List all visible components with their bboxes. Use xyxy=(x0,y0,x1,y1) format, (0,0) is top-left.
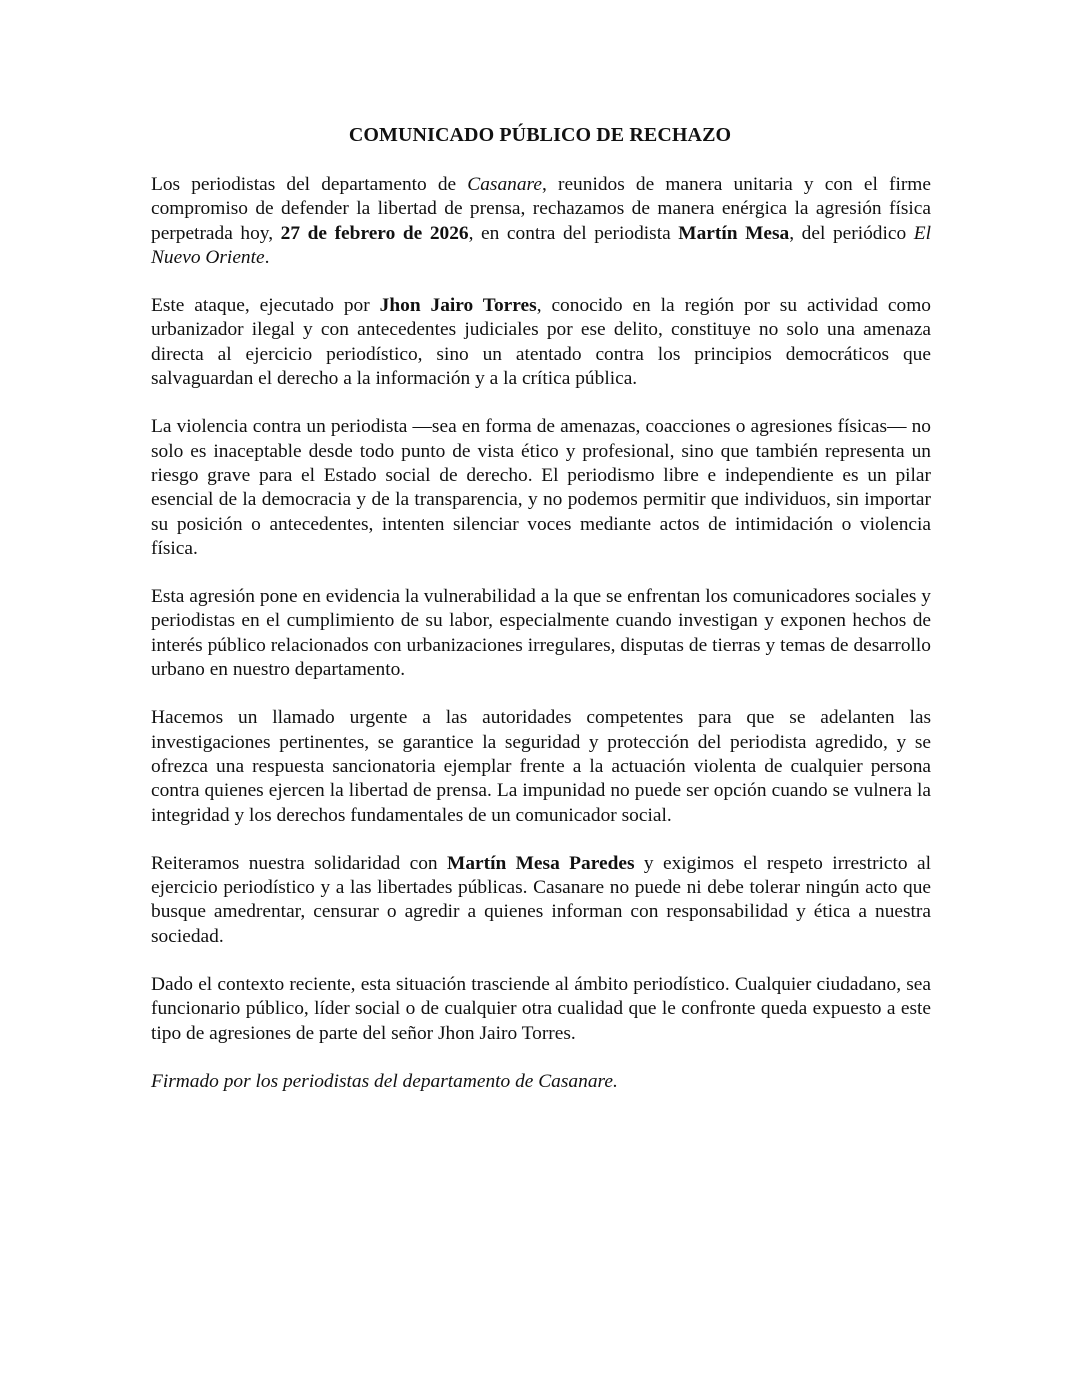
paragraph-2 xyxy=(151,294,931,391)
attack-date: 27 de febrero de 2026 xyxy=(280,222,469,244)
paragraph-1-text-a: Los periodistas del departamento de xyxy=(151,174,468,195)
place-casanare: Casanare xyxy=(467,174,542,195)
paragraph-6-text-a: Reiteramos nuestra solidaridad con xyxy=(151,852,448,874)
journalist-name: Martín Mesa xyxy=(678,222,790,244)
aggressor-name: Jhon Jairo Torres xyxy=(379,295,537,317)
paragraph-1-text-c: , en contra del periodista xyxy=(468,222,679,244)
paragraph-5: Hacemos un llamado urgente a las autoridades competentes para que se adelanten las investigaciones pertinentes, se garantice la seguridad y protección del periodista agredido, y se ofrezca una respuesta sancionatoria ejemplar frente a la actuación violenta de cualquier persona contra quienes ejercen la libertad de prensa. La impunidad no puede ser opción cuando se vulnera la integridad y los derechos fundamentales de un comunicador social. xyxy=(151,707,931,826)
paragraph-1 xyxy=(151,173,931,270)
signature-line: Firmado por los periodistas del departamento de Casanare. xyxy=(151,1070,618,1092)
paragraph-6 xyxy=(151,852,931,949)
paragraph-1-text-b: , reunidos de manera unitaria y con el firme compromiso de defender la libertad de prensa, rechazamos de manera enérgica la agresión física perpetrada hoy, xyxy=(151,174,931,244)
paragraph-3: La violencia contra un periodista —sea en forma de amenazas, coacciones o agresiones físicas— no solo es inaceptable desde todo punto de vista ético y profesional, sino que también representa un riesgo grave para el Estado social de derecho. El periodismo libre e independiente es un pilar esencial de la democracia y de la transparencia, y no podemos permitir que individuos, sin importar su posición o antecedentes, intenten silenciar voces mediante actos de intimidación o violencia física. xyxy=(151,416,931,559)
document-title: COMUNICADO PÚBLICO DE RECHAZO xyxy=(348,124,732,146)
paragraph-4: Esta agresión pone en evidencia la vulnerabilidad a la que se enfrentan los comunicadores sociales y periodistas en el cumplimiento de su labor, especialmente cuando investigan y exponen hechos de interés público relacionados con urbanizaciones irregulares, disputas de tierras y temas de desarrollo urbano en nuestro departamento. xyxy=(151,586,931,681)
paragraph-1-text-d: , del periódico xyxy=(789,222,914,244)
journalist-full-name: Martín Mesa Paredes xyxy=(447,852,635,874)
newspaper-name: El Nuevo Oriente xyxy=(151,222,931,268)
paragraph-1-text-e: . xyxy=(264,246,270,268)
paragraph-2-text-b: , conocido en la región por su actividad como urbanizador ilegal y con antecedentes judiciales por ese delito, constituye no solo una amenaza directa al ejercicio periodístico, sino un atentado contra los principios democráticos que salvaguardan el derecho a la información y a la crítica pública. xyxy=(151,295,932,390)
paragraph-6-text-b: y exigimos el respeto irrestricto al ejercicio periodístico y a las libertades públicas. Casanare no puede ni debe tolerar ningún acto que busque amedrentar, censurar o agredir a quienes informan con responsabilidad y ética a nuestra sociedad. xyxy=(151,852,931,947)
paragraph-7: Dado el contexto reciente, esta situación trasciende al ámbito periodístico. Cualquier ciudadano, sea funcionario público, líder social o de cualquier otra cualidad que le confronte queda expuesto a este tipo de agresiones de parte del señor Jhon Jairo Torres. xyxy=(151,974,931,1044)
paragraph-2-text-a: Este ataque, ejecutado por xyxy=(151,295,380,317)
document-body xyxy=(151,173,931,1094)
